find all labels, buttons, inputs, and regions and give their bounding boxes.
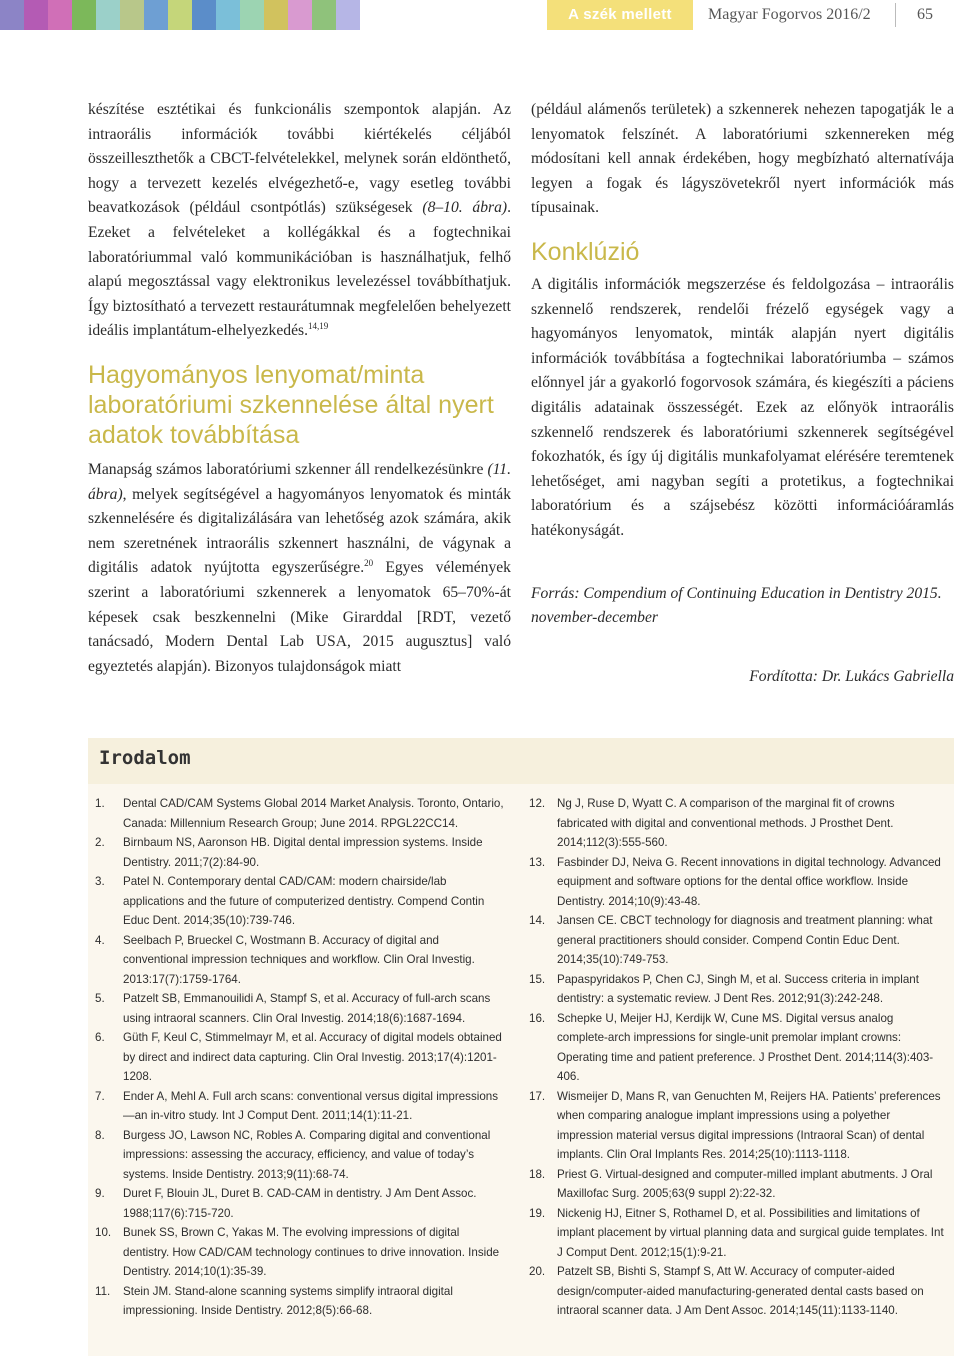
page-header [0, 0, 960, 34]
section-heading: Hagyományos lenyomat/minta laboratóriumi szkennelése által nyert adatok továbbítása [88, 360, 494, 449]
reference-item [95, 1126, 507, 1185]
reference-number: 5. [95, 992, 105, 1005]
reference-text: Burgess JO, Lawson NC, Robles A. Comparing digital and conventional impressions: assessing the accuracy, efficiency, and value of today’s systems. Inside Dentistry. 2013;9(11):68-74. [123, 1128, 491, 1181]
color-swatch [48, 0, 72, 30]
color-swatch [120, 0, 144, 30]
color-swatch-strip [0, 0, 360, 30]
reference-item [95, 1223, 507, 1282]
reference-text: Patzelt SB, Emmanouilidi A, Stampf S, et al. Accuracy of full-arch scans using intraoral scanners. Clin Oral Investig. 2014;18(6):1687-1694. [123, 992, 491, 1025]
color-swatch [336, 0, 360, 30]
reference-item [95, 794, 507, 833]
reference-number: 4. [95, 933, 105, 947]
reference-item [529, 794, 947, 853]
figure-reference: (8–10. ábra) [422, 199, 508, 217]
reference-number: 12. [529, 797, 546, 810]
right-column [531, 98, 954, 689]
reference-text: Schepke U, Meijer HJ, Kerdijk W, Cune MS. Digital versus analog complete-arch impressions for single-unit premolar implant crowns: Operating time and patient preference. J Prosthet Dent. 2014;114(3):403-406. [557, 1011, 934, 1083]
references-box [88, 738, 954, 1356]
reference-text: Ng J, Ruse D, Wyatt C. A comparison of the marginal fit of crowns fabricated with digital and conventional methods. J Prosthet Dent. 2014;112(3):555-560. [557, 797, 895, 849]
reference-item [529, 1087, 947, 1165]
reference-text: Patel N. Contemporary dental CAD/CAM: modern chairside/lab applications and the future of computerized dentistry. Compend Contin Educ Dent. 2014;35(10):739-746. [123, 875, 485, 927]
section-label: A szék mellett [547, 0, 693, 30]
reference-number: 6. [95, 1031, 105, 1044]
reference-number: 7. [95, 1089, 105, 1103]
reference-text: Bunek SS, Brown C, Yakas M. The evolving impressions of digital dentistry. How CAD/CAM technology continues to drive innovation. Inside Dentistry. 2014;10(1):35-39. [123, 1226, 500, 1278]
reference-text: Güth F, Keul C, Stimmelmayr M, et al. Accuracy of digital models obtained by direct and indirect data capturing. Clin Oral Investig. 2013;17(4):1201-1208. [123, 1031, 502, 1083]
reference-text: Seelbach P, Brueckel C, Wostmann B. Accuracy of digital and conventional impression techniques and workflow. Clin Oral Investig. 2013:17(7):1759-1764. [123, 933, 475, 986]
reference-number: 10. [95, 1226, 112, 1239]
color-swatch [144, 0, 168, 30]
reference-text: Birnbaum NS, Aaronson HB. Digital dental impression systems. Inside Dentistry. 2011;7(2):84-90. [123, 836, 483, 869]
reference-item [529, 1262, 947, 1321]
reference-item [529, 970, 947, 1009]
reference-text: Patzelt SB, Bishti S, Stampf S, Att W. Accuracy of computer-aided design/computer-aided manufacturing-generated dental casts based on intraoral scanner data. J Am Dent Assoc. 2014;145(11):1133-1140. [557, 1265, 924, 1317]
reference-item [529, 1165, 947, 1204]
figure-reference: (11. ábra) [88, 460, 511, 503]
reference-number: 17. [529, 1089, 546, 1103]
color-swatch [192, 0, 216, 30]
reference-item [95, 833, 507, 872]
reference-text: Stein JM. Stand-alone scanning systems simplify intraoral digital impressioning. Inside Dentistry. 2012;8(5):66-68. [123, 1284, 453, 1317]
reference-number: 2. [95, 836, 105, 849]
references-header [88, 738, 954, 784]
reference-item [95, 931, 507, 990]
reference-number: 13. [529, 855, 546, 869]
color-swatch [288, 0, 312, 30]
reference-number: 1. [95, 797, 105, 810]
reference-number: 16. [529, 1011, 546, 1025]
references-left-column [95, 794, 507, 1321]
color-swatch [96, 0, 120, 30]
reference-text: Dental CAD/CAM Systems Global 2014 Market Analysis. Toronto, Ontario, Canada: Millennium Research Group; June 2014. RPGL22CC14. [123, 797, 504, 830]
reference-item [95, 1184, 507, 1223]
reference-text: Ender A, Mehl A. Full arch scans: conventional versus digital impressions—an in-vitro study. Int J Comput Dent. 2011;14(1):11-21. [123, 1089, 499, 1122]
reference-number: 18. [529, 1167, 546, 1181]
references-right-column [529, 794, 947, 1321]
page-number: 65 [917, 6, 933, 23]
reference-number: 14. [529, 914, 546, 927]
paragraph: Manapság számos laboratóriumi szkenner áll rendelkezésünkre (11. ábra), melyek segítségével a hagyományos lenyomatok és minták szkennelésére és digitalizálására van lehetőség azok számára, akik nem szeretnének intraorális szkennert használni, de vágynak a digitális adatok nyújtotta egyszerűségre.$^{20}$ Egyes vélemények szerint a laboratóriumi szkennerek a lenyomatok 65–70%-át képesek csak beszkennelni (Mike Girarddal [RDT, vezető tanácsadó, Modern Dental Lab USA, 2015 augusztus] való egyeztetés alapján). Bizonyos tulajdonságok miatt [88, 460, 511, 675]
reference-item [95, 1087, 507, 1126]
color-swatch [312, 0, 336, 30]
translator-credit: Fordította: Dr. Lukács Gabriella [749, 667, 954, 685]
color-swatch [168, 0, 192, 30]
reference-item [529, 911, 947, 970]
reference-item [95, 872, 507, 931]
reference-text: Wismeijer D, Mans R, van Genuchten M, Reijers HA. Patients’ preferences when comparing analogue implant impressions using a polyether impression material versus digital impressions (Intraoral Scan) of dental implants. Clin Oral Implants Res. 2014;25(10):1113-1118. [557, 1089, 941, 1161]
reference-number: 3. [95, 875, 105, 888]
magazine-issue: Magyar Fogorvos 2016/2 [708, 6, 871, 23]
reference-text: Fasbinder DJ, Neiva G. Recent innovations in digital technology. Advanced equipment and software options for the dental office workflow. Inside Dentistry. 2014;10(9):43-48. [557, 855, 941, 908]
reference-text: Priest G. Virtual-designed and computer-milled implant abutments. J Oral Maxillofac Surg. 2005;63(9 suppl 2):22-32. [557, 1167, 933, 1200]
reference-item [95, 1028, 507, 1087]
reference-text: Nickenig HJ, Eitner S, Rothamel D, et al. Possibilities and limitations of implant placement by virtual planning data and surgical guide templates. Int J Comput Dent. 2012;15(1):9-21. [557, 1206, 944, 1259]
reference-item [95, 1282, 507, 1321]
references-title: Irodalom [99, 747, 191, 769]
reference-number: 19. [529, 1206, 546, 1220]
citation: 20 [364, 558, 374, 569]
paragraph: A digitális információk megszerzése és feldolgozása – intraorális szkennelő rendszerek, rendelői frézelő egységek vagy a hagyományos lenyomatok, minták alapján nyert digitális információk továbbítása a fogtechnikai laboratóriumba – számos előnnyel jár a gyakorló fogorvosok számára, és kiegészíti a páciens digitális adatainak összességét. Ezek az előnyök intraorális szkennelő rendszerek és laboratóriumi szkennerek segítségével fokozhatók, és így új digitális munkafolyamat elérésére teremtenek lehetőséget, ami nagyban segíti a protetikus, a fogtechnikai laboratórium és a szájsebész közötti információáramlás hatékonyságát. [531, 275, 954, 539]
left-column [88, 98, 511, 679]
color-swatch [24, 0, 48, 30]
reference-number: 20. [529, 1265, 546, 1278]
reference-text: Jansen CE. CBCT technology for diagnosis and treatment planning: what general practitioners should consider. Compend Contin Educ Dent. 2014;35(10):749-753. [557, 914, 933, 966]
reference-text: Papaspyridakos P, Chen CJ, Singh M, et al. Success criteria in implant dentistry: a systematic review. J Dent Res. 2012;91(3):242-248. [557, 972, 919, 1005]
source-note: Forrás: Compendium of Continuing Education in Dentistry 2015. november-december [531, 584, 942, 627]
color-swatch [240, 0, 264, 30]
reference-item [529, 1204, 947, 1263]
color-swatch [216, 0, 240, 30]
reference-item [95, 989, 507, 1028]
paragraph: (például alámenős területek) a szkennerek nehezen tapogatják le a lenyomatok felszínét. A laboratóriumi szkennereken még módosítani kell annak érdekében, hogy megbízható alternatívája legyen a fogak és lágyszövetekről nyert információk más típusainak. [531, 101, 954, 217]
reference-number: 8. [95, 1128, 105, 1142]
reference-item [529, 1009, 947, 1087]
reference-number: 15. [529, 972, 546, 986]
citation: 14,19 [307, 321, 329, 332]
reference-text: Duret F, Blouin JL, Duret B. CAD-CAM in dentistry. J Am Dent Assoc. 1988;117(6):715-720. [123, 1187, 477, 1220]
conclusion-heading: Konklúzió [531, 237, 640, 266]
color-swatch [264, 0, 288, 30]
color-swatch [72, 0, 96, 30]
header-divider [895, 3, 896, 27]
reference-number: 11. [95, 1284, 111, 1298]
paragraph: készítése esztétikai és funkcionális szempontok alapján. Az intraorális információk további kiértékelés céljából összeilleszthetők a CBCT-felvételekkel, melynek során eldönthető, hogy a tervezett kezelés elvégezhető-e, vagy esetleg további beavatkozások (például csontpótlás) szükségesek (8–10. ábra). Ezeket a felvételeket a kollégákkal és a fogtechnikai laboratóriummal való kommunikációban is használhatjuk, felhő alapú megosztással vagy elektronikus levelezéssel továbbíthatjuk. Így biztosítható a tervezett restaurátumnak megfelelően behelyezett ideális implantátum-elhelyezkedés.$^{14,19}$ [88, 101, 511, 340]
color-swatch [0, 0, 24, 30]
reference-number: 9. [95, 1187, 105, 1200]
reference-item [529, 853, 947, 912]
